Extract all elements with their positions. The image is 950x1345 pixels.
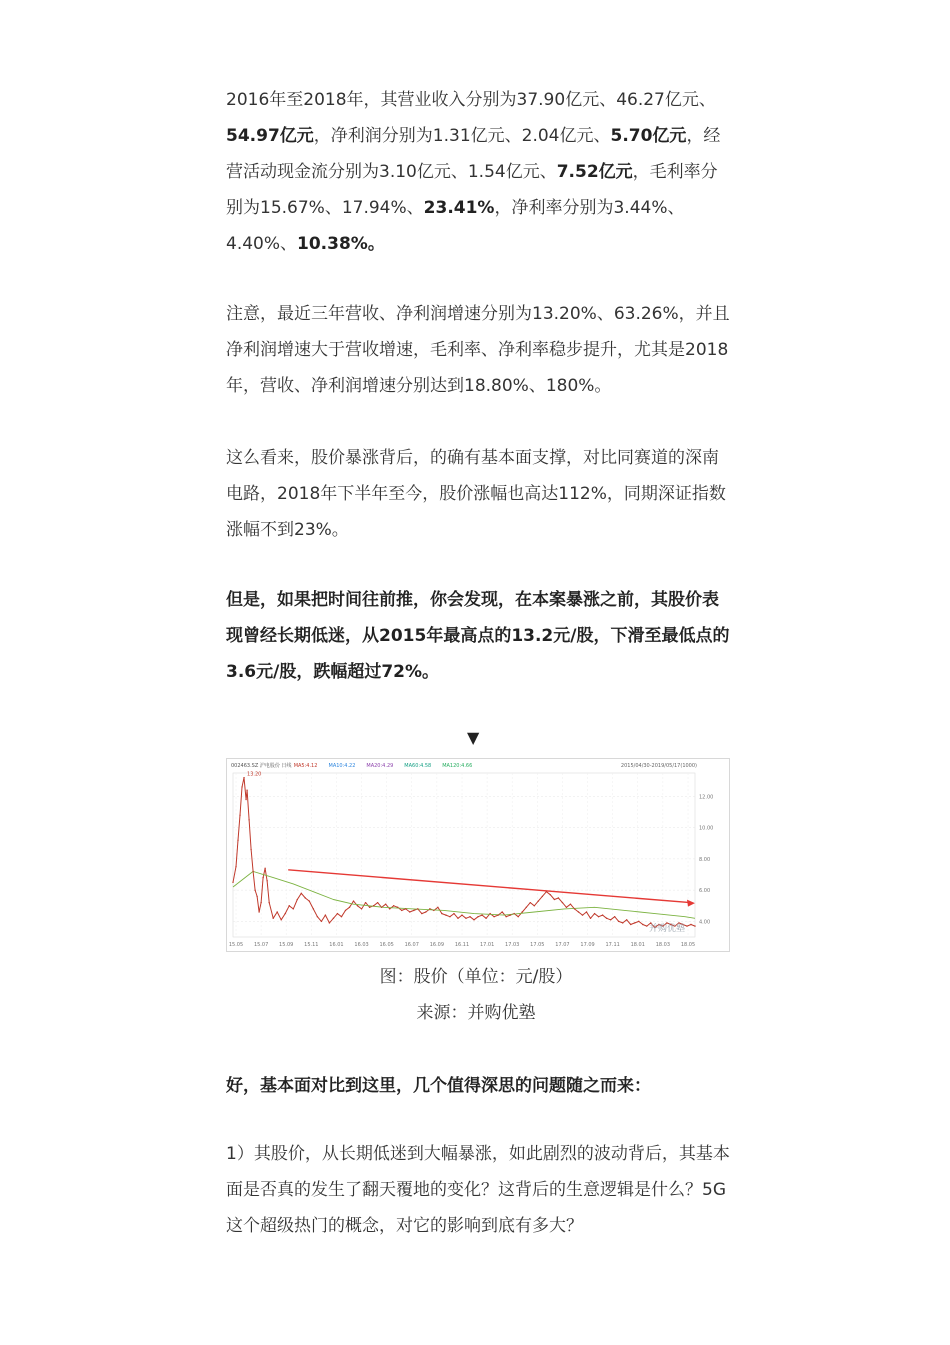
price-point — [638, 921, 639, 922]
price-point — [505, 916, 506, 917]
price-point — [281, 919, 282, 920]
price-point — [425, 911, 426, 912]
chart-header-label: MA20:4.29 — [366, 763, 394, 769]
price-point — [437, 907, 438, 908]
chart-header-label: 002463.SZ 沪电股份 日线 — [231, 763, 292, 769]
chart-header-label: MA60:4.58 — [404, 763, 432, 769]
x-tick-label: 16.09 — [429, 942, 445, 948]
price-point — [590, 918, 591, 919]
price-point — [260, 902, 261, 903]
price-point — [252, 871, 253, 872]
text-net-margin: ，净利率分别为3.44%、4.40%、 — [226, 198, 685, 254]
y-tick-label: 6.00 — [699, 888, 711, 895]
price-point — [325, 914, 326, 915]
price-point — [337, 913, 338, 914]
chart-source: 来源：并购优塾 — [416, 1003, 536, 1023]
price-point — [630, 924, 631, 925]
x-tick-label: 15.05 — [228, 942, 244, 948]
price-point — [566, 907, 567, 908]
price-point — [582, 914, 583, 915]
price-point — [305, 897, 306, 898]
price-point — [389, 908, 390, 909]
price-point — [421, 913, 422, 914]
price-point — [554, 899, 555, 900]
price-point — [235, 866, 236, 867]
price-point — [598, 916, 599, 917]
price-point — [417, 908, 418, 909]
price-point — [477, 916, 478, 917]
price-point — [385, 904, 386, 905]
price-point — [237, 839, 238, 840]
paragraph-question-1: 1）其股价，从长期低迷到大幅暴涨，如此剧烈的波动背后，其基本面是否真的发生了翻天覆地的变化？这背后的生意逻辑是什么？5G这个超级热门的概念，对它的影响到底有多大？ — [226, 1144, 730, 1236]
price-point — [481, 914, 482, 915]
price-point — [610, 919, 611, 920]
chart-caption: 图：股价（单位：元/股） — [379, 967, 573, 987]
chart-header-label: MA10:4.22 — [328, 763, 356, 769]
bold-net-margin-2018: 10.38%。 — [297, 234, 385, 254]
x-tick-label: 15.11 — [304, 942, 319, 948]
price-point — [510, 914, 511, 915]
price-point — [256, 896, 257, 897]
price-point — [550, 894, 551, 895]
price-point — [429, 908, 430, 909]
x-tick-label: 17.09 — [580, 942, 595, 948]
price-point — [397, 907, 398, 908]
price-point — [594, 913, 595, 914]
price-point — [405, 908, 406, 909]
price-point — [694, 925, 695, 926]
down-triangle-icon: ▼ — [467, 728, 480, 747]
price-point — [361, 908, 362, 909]
price-point — [345, 910, 346, 911]
x-tick-label: 18.01 — [630, 942, 645, 948]
price-point — [546, 891, 547, 892]
x-tick-label: 15.09 — [279, 942, 294, 948]
text-revenue: 2016年至2018年，其营业收入分别为37.90亿元、46.27亿元、 — [226, 90, 716, 110]
paragraph-decline: 但是，如果把时间往前推，你会发现，在本案暴涨之前，其股价表现曾经长期低迷，从2015年最高点的13.2元/股，下滑至最低点的3.6元/股，跌幅超过72%。 — [226, 590, 730, 682]
price-point — [401, 910, 402, 911]
bold-gross-margin-2018: 23.41% — [423, 198, 495, 218]
x-tick-label: 17.01 — [479, 942, 495, 948]
x-tick-label: 16.05 — [379, 942, 394, 948]
price-point — [232, 882, 233, 883]
price-point — [393, 905, 394, 906]
price-point — [542, 896, 543, 897]
x-tick-label: 16.03 — [354, 942, 369, 948]
price-point — [562, 902, 563, 903]
price-point — [357, 905, 358, 906]
price-point — [469, 916, 470, 917]
price-point — [245, 799, 246, 800]
price-point — [373, 905, 374, 906]
price-point — [602, 914, 603, 915]
price-point — [248, 819, 249, 820]
price-point — [258, 911, 259, 912]
chart-header-label: MA120:4.66 — [442, 763, 473, 769]
price-point — [309, 900, 310, 901]
x-tick-label: 18.05 — [680, 942, 696, 948]
price-point — [578, 911, 579, 912]
price-point — [246, 789, 247, 790]
x-tick-label: 17.07 — [555, 942, 570, 948]
price-point — [317, 916, 318, 917]
x-tick-label: 16.11 — [454, 942, 470, 948]
x-tick-label: 15.07 — [253, 942, 269, 948]
price-point — [570, 904, 571, 905]
price-point — [369, 907, 370, 908]
y-tick-label: 10.00 — [699, 825, 714, 832]
price-point — [441, 913, 442, 914]
stock-price-chart — [226, 758, 730, 952]
chart-header-label: MA5:4.12 — [293, 763, 318, 769]
price-point — [349, 907, 350, 908]
price-point — [642, 924, 643, 925]
x-tick-label: 17.03 — [505, 942, 520, 948]
price-point — [574, 908, 575, 909]
x-tick-label: 16.01 — [329, 942, 344, 948]
price-point — [301, 893, 302, 894]
price-point — [514, 913, 515, 914]
paragraph-questions-intro: 好，基本面对比到这里，几个值得深思的问题随之而来： — [226, 1076, 651, 1096]
paragraph-growth: 注意，最近三年营收、净利润增速分别为13.20%、63.26%，并且净利润增速大于营收增速，毛利率、净利率稳步提升，尤其是2018年，营收、净利润增速分别达到18.80%、180%。 — [226, 304, 730, 396]
price-point — [634, 922, 635, 923]
y-tick-label: 8.00 — [699, 856, 711, 863]
price-point — [626, 919, 627, 920]
price-point — [489, 913, 490, 914]
price-point — [618, 921, 619, 922]
price-point — [268, 902, 269, 903]
price-point — [377, 902, 378, 903]
paragraph-comparison: 这么看来，股价暴涨背后，的确有基本面支撑，对比同赛道的深南电路，2018年下半年至今，股价涨幅也高达112%，同期深证指数涨幅不到23%。 — [226, 448, 726, 540]
price-point — [293, 908, 294, 909]
y-tick-label: 4.00 — [699, 919, 711, 926]
price-point — [333, 918, 334, 919]
price-point — [530, 902, 531, 903]
price-point — [534, 905, 535, 906]
x-tick-label: 16.07 — [404, 942, 419, 948]
price-point — [614, 916, 615, 917]
price-point — [413, 910, 414, 911]
price-point — [457, 918, 458, 919]
price-point — [329, 922, 330, 923]
bold-revenue-2018: 54.97亿元 — [226, 126, 314, 146]
x-tick-label: 17.11 — [605, 942, 620, 948]
price-point — [289, 905, 290, 906]
price-point — [558, 897, 559, 898]
price-point — [250, 849, 251, 850]
y-tick-label: 12.00 — [699, 794, 714, 801]
price-point — [518, 916, 519, 917]
price-point — [465, 918, 466, 919]
price-point — [449, 916, 450, 917]
price-point — [485, 918, 486, 919]
price-point — [239, 814, 240, 815]
price-point — [453, 913, 454, 914]
price-point — [686, 925, 687, 926]
price-point — [341, 916, 342, 917]
x-tick-label: 18.03 — [655, 942, 671, 948]
price-point — [526, 907, 527, 908]
price-point — [381, 907, 382, 908]
price-point — [313, 908, 314, 909]
price-point — [493, 916, 494, 917]
text-cashflow: ，经营活动现金流分别为3.10亿元、1.54亿元、 — [226, 126, 721, 182]
text-gross-margin: ，毛利率分别为15.67%、17.94%、 — [226, 162, 718, 218]
price-point — [285, 913, 286, 914]
price-point — [497, 914, 498, 915]
price-point — [266, 880, 267, 881]
peak-label: 13.20 — [247, 771, 262, 778]
price-point — [365, 902, 366, 903]
price-point — [501, 911, 502, 912]
price-point — [321, 921, 322, 922]
price-point — [445, 914, 446, 915]
price-point — [353, 900, 354, 901]
price-point — [646, 925, 647, 926]
price-point — [622, 922, 623, 923]
price-point — [243, 777, 244, 778]
price-point — [690, 924, 691, 925]
bold-net-profit-2018: 5.70亿元 — [610, 126, 687, 146]
bold-cashflow-2018: 7.52亿元 — [556, 162, 633, 182]
price-point — [241, 786, 242, 787]
price-point — [254, 889, 255, 890]
price-point — [297, 899, 298, 900]
chart-svg — [227, 759, 729, 951]
price-point — [262, 877, 263, 878]
price-point — [433, 910, 434, 911]
price-point — [586, 911, 587, 912]
paragraph-financials — [226, 82, 731, 262]
price-point — [473, 919, 474, 920]
price-point — [276, 911, 277, 912]
text-net-profit: ，净利润分别为1.31亿元、2.04亿元、 — [313, 126, 611, 146]
price-point — [606, 918, 607, 919]
price-point — [538, 900, 539, 901]
chart-date-range: 2015/04/30-2019/05/17(1000) — [620, 763, 697, 769]
x-tick-label: 17.05 — [530, 942, 545, 948]
price-point — [522, 911, 523, 912]
price-point — [461, 914, 462, 915]
price-point — [272, 918, 273, 919]
price-point — [264, 868, 265, 869]
watermark-text: 并购优塾 — [648, 924, 686, 934]
price-point — [409, 911, 410, 912]
